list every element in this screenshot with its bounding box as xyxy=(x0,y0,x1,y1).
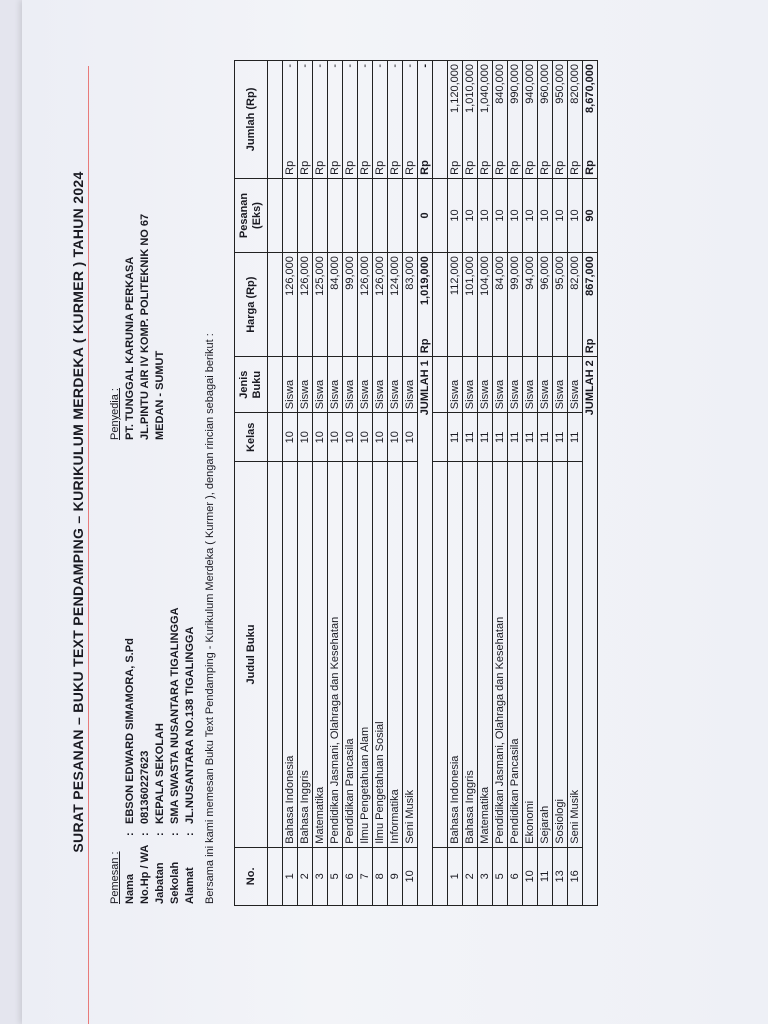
rotated-order-form xyxy=(22,0,768,1024)
spacer-cell xyxy=(268,847,283,905)
table-header-row xyxy=(235,61,268,906)
total-row xyxy=(418,61,433,906)
cell-jenis: Siswa xyxy=(463,357,478,413)
table-row xyxy=(388,61,403,906)
cell-judul: Pendidikan Pancasila xyxy=(343,462,358,847)
cell-no: 10 xyxy=(523,847,538,905)
pemesan-field xyxy=(123,607,138,904)
cell-no: 8 xyxy=(373,847,388,905)
pemesan-field-value: KEPALA SEKOLAH xyxy=(154,723,166,824)
cell-jumlah xyxy=(343,61,358,179)
table-row xyxy=(568,61,583,906)
cell-jumlah-value: 960,000 xyxy=(539,64,551,104)
cell-jenis: Siswa xyxy=(403,357,418,413)
cell-jumlah-value: - xyxy=(299,64,311,68)
pemesan-field-value: 081360227623 xyxy=(139,750,151,824)
cell-jenis: Siswa xyxy=(523,357,538,413)
table-row xyxy=(403,61,418,906)
cell-jumlah xyxy=(358,61,373,179)
cell-jumlah xyxy=(568,61,583,179)
pemesan-field xyxy=(168,607,183,904)
cell-jenis: Siswa xyxy=(478,357,493,413)
cell-no: 11 xyxy=(538,847,553,905)
pemesan-field-value: EBSON EDWARD SIMAMORA, S.Pd xyxy=(124,638,136,824)
cell-pesanan xyxy=(298,178,313,252)
header-pesanan-line1: Pesanan xyxy=(238,192,250,239)
penyedia-address-2: MEDAN - SUMUT xyxy=(154,350,166,440)
cell-harga xyxy=(568,253,583,357)
pemesan-field-label: Nama xyxy=(124,874,136,904)
pemesan-field-colon: : xyxy=(154,832,166,836)
cell-harga-value: 101,000 xyxy=(464,256,476,296)
cell-harga xyxy=(553,253,568,357)
cell-harga-value: 99,000 xyxy=(509,256,521,290)
cell-pesanan xyxy=(283,178,298,252)
total-label: JUMLAH 1 xyxy=(418,357,433,906)
cell-kelas: 11 xyxy=(568,413,583,462)
cell-pesanan xyxy=(388,178,403,252)
cell-no: 5 xyxy=(328,847,343,905)
cell-pesanan xyxy=(358,178,373,252)
table-row xyxy=(523,61,538,906)
table-row xyxy=(373,61,388,906)
cell-harga-value: 126,000 xyxy=(359,256,371,296)
cell-kelas: 11 xyxy=(448,413,463,462)
cell-jumlah-value: - xyxy=(389,64,401,68)
cell-judul: Ilmu Pengetahuan Sosial xyxy=(373,462,388,847)
cell-judul: Pendidikan Jasmani, Olahraga dan Kesehatan xyxy=(493,462,508,847)
table-row xyxy=(493,61,508,906)
cell-judul: Informatika xyxy=(388,462,403,847)
cell-pesanan: 10 xyxy=(478,178,493,252)
cell-jumlah-currency: Rp xyxy=(539,160,551,175)
cell-harga-value: 82,000 xyxy=(569,256,581,290)
cell-pesanan xyxy=(403,178,418,252)
cell-judul: Ilmu Pengetahuan Alam xyxy=(358,462,373,847)
spacer-cell xyxy=(268,253,283,357)
penyedia-name: PT. TUNGGAL KARUNIA PERKASA xyxy=(124,256,136,440)
spacer-cell xyxy=(433,413,448,462)
cell-jumlah-currency: Rp xyxy=(329,160,341,175)
cell-no: 6 xyxy=(508,847,523,905)
cell-jumlah-value: - xyxy=(329,64,341,68)
pemesan-field xyxy=(153,607,168,904)
cell-jenis: Siswa xyxy=(568,357,583,413)
cell-harga xyxy=(388,253,403,357)
cell-judul: Matematika xyxy=(478,462,493,847)
cell-jumlah xyxy=(448,61,463,179)
paper-sheet xyxy=(22,0,768,1024)
total-jumlah xyxy=(418,61,433,179)
header-pesanan-line2: (Eks) xyxy=(251,202,263,229)
header-judul: Judul Buku xyxy=(235,462,268,847)
cell-kelas: 10 xyxy=(358,413,373,462)
cell-judul: Bahasa Inggris xyxy=(463,462,478,847)
cell-jumlah xyxy=(403,61,418,179)
cell-no: 7 xyxy=(358,847,373,905)
cell-jenis: Siswa xyxy=(538,357,553,413)
cell-judul: Sejarah xyxy=(538,462,553,847)
cell-harga xyxy=(403,253,418,357)
spacer-cell xyxy=(268,178,283,252)
cell-harga-value: 84,000 xyxy=(329,256,341,290)
pemesan-field-colon: : xyxy=(124,832,136,836)
spacer-cell xyxy=(433,847,448,905)
table-row xyxy=(298,61,313,906)
cell-harga xyxy=(508,253,523,357)
cell-jumlah xyxy=(283,61,298,179)
cell-kelas: 10 xyxy=(343,413,358,462)
total-harga-currency: Rp xyxy=(419,338,431,354)
cell-harga-value: 94,000 xyxy=(524,256,536,290)
cell-jenis: Siswa xyxy=(448,357,463,413)
total-jumlah-value: 8,670,000 xyxy=(584,64,596,113)
cell-no: 1 xyxy=(448,847,463,905)
table-row xyxy=(448,61,463,906)
cell-judul: Seni Musik xyxy=(568,462,583,847)
cell-harga xyxy=(358,253,373,357)
cell-kelas: 11 xyxy=(538,413,553,462)
cell-jumlah-value: 940,000 xyxy=(524,64,536,104)
cell-jumlah-currency: Rp xyxy=(464,160,476,175)
pemesan-field-colon: : xyxy=(139,832,151,836)
pemesan-field xyxy=(138,607,153,904)
header-harga: Harga (Rp) xyxy=(235,253,268,357)
cell-jumlah-currency: Rp xyxy=(554,160,566,175)
cell-jumlah-value: - xyxy=(344,64,356,68)
cell-jumlah xyxy=(493,61,508,179)
cell-pesanan: 10 xyxy=(508,178,523,252)
cell-jumlah-currency: Rp xyxy=(389,160,401,175)
intro-text: Bersama ini kami memesan Buku Text Pendamping - Kurikulum Merdeka ( Kurmer ), dengan rincian sebagai berikut : xyxy=(204,333,216,904)
cell-jumlah-currency: Rp xyxy=(479,160,491,175)
total-jumlah xyxy=(583,61,598,179)
cell-jumlah-value: - xyxy=(374,64,386,68)
total-row xyxy=(583,61,598,906)
cell-jumlah-currency: Rp xyxy=(344,160,356,175)
cell-jumlah-currency: Rp xyxy=(374,160,386,175)
total-harga xyxy=(418,253,433,357)
cell-harga xyxy=(463,253,478,357)
pemesan-block xyxy=(108,607,198,904)
cell-kelas: 10 xyxy=(388,413,403,462)
spacer-cell xyxy=(268,61,283,179)
cell-jumlah-value: 950,000 xyxy=(554,64,566,104)
cell-harga-value: 112,000 xyxy=(449,256,461,296)
cell-pesanan: 10 xyxy=(448,178,463,252)
penyedia-heading: Penyedia : xyxy=(109,388,121,440)
cell-jumlah-value: 820,000 xyxy=(569,64,581,104)
pemesan-field-colon: : xyxy=(169,832,181,836)
cell-kelas: 11 xyxy=(523,413,538,462)
spacer-row xyxy=(268,61,283,906)
cell-jumlah xyxy=(538,61,553,179)
cell-jumlah-value: 1,010,000 xyxy=(464,64,476,113)
cell-jenis: Siswa xyxy=(358,357,373,413)
cell-kelas: 10 xyxy=(373,413,388,462)
cell-pesanan xyxy=(328,178,343,252)
margin-rule xyxy=(88,66,89,1024)
cell-harga-value: 84,000 xyxy=(494,256,506,290)
cell-jumlah-currency: Rp xyxy=(494,160,506,175)
spacer-row xyxy=(433,61,448,906)
spacer-cell xyxy=(268,357,283,413)
cell-jenis: Siswa xyxy=(493,357,508,413)
cell-kelas: 11 xyxy=(493,413,508,462)
cell-harga-value: 126,000 xyxy=(284,256,296,296)
cell-harga xyxy=(448,253,463,357)
cell-harga-value: 124,000 xyxy=(389,256,401,296)
table-row xyxy=(358,61,373,906)
cell-jumlah-value: 840,000 xyxy=(494,64,506,104)
cell-harga xyxy=(493,253,508,357)
penyedia-block xyxy=(108,214,168,440)
pemesan-field-label: No.Hp / WA xyxy=(139,844,151,904)
cell-jenis: Siswa xyxy=(343,357,358,413)
cell-jumlah-value: 1,040,000 xyxy=(479,64,491,113)
cell-harga xyxy=(328,253,343,357)
cell-judul: Ekonomi xyxy=(523,462,538,847)
cell-harga xyxy=(283,253,298,357)
table-row xyxy=(553,61,568,906)
cell-jumlah-currency: Rp xyxy=(284,160,296,175)
cell-pesanan xyxy=(343,178,358,252)
cell-pesanan: 10 xyxy=(493,178,508,252)
cell-kelas: 11 xyxy=(478,413,493,462)
cell-judul: Seni Musik xyxy=(403,462,418,847)
total-harga xyxy=(583,253,598,357)
cell-pesanan: 10 xyxy=(538,178,553,252)
cell-no: 2 xyxy=(298,847,313,905)
cell-harga-value: 126,000 xyxy=(299,256,311,296)
header-jenis xyxy=(235,357,268,413)
cell-pesanan: 10 xyxy=(523,178,538,252)
pemesan-fields xyxy=(123,607,198,904)
header-jenis-line2: Buku xyxy=(251,370,263,399)
table-row xyxy=(343,61,358,906)
cell-no: 3 xyxy=(478,847,493,905)
cell-jumlah-value: - xyxy=(404,64,416,68)
cell-harga xyxy=(523,253,538,357)
cell-harga-value: 96,000 xyxy=(539,256,551,290)
cell-jumlah-value: 1,120,000 xyxy=(449,64,461,113)
pemesan-field-label: Sekolah xyxy=(169,861,181,904)
cell-pesanan xyxy=(313,178,328,252)
total-harga-value: 867,000 xyxy=(584,256,596,296)
total-harga-value: 1,019,000 xyxy=(419,256,431,306)
pemesan-field xyxy=(183,607,198,904)
cell-jumlah-currency: Rp xyxy=(509,160,521,175)
cell-kelas: 10 xyxy=(283,413,298,462)
spacer-cell xyxy=(268,462,283,847)
total-jumlah-value: - xyxy=(419,64,431,68)
header-pesanan xyxy=(235,178,268,252)
cell-harga-value: 126,000 xyxy=(374,256,386,296)
cell-jumlah-value: 990,000 xyxy=(509,64,521,104)
pemesan-field-label: Alamat xyxy=(184,867,196,904)
cell-harga xyxy=(373,253,388,357)
cell-judul: Sosiologi xyxy=(553,462,568,847)
spacer-cell xyxy=(433,357,448,413)
cell-no: 5 xyxy=(493,847,508,905)
header-jenis-line1: Jenis xyxy=(238,370,250,399)
cell-judul: Bahasa Inggris xyxy=(298,462,313,847)
cell-jumlah xyxy=(313,61,328,179)
cell-kelas: 10 xyxy=(313,413,328,462)
cell-harga xyxy=(538,253,553,357)
page-title: SURAT PESANAN – BUKU TEXT PENDAMPING – KURIKULUM MERDEKA ( KURMER ) TAHUN 2024 xyxy=(70,171,86,853)
cell-kelas: 11 xyxy=(463,413,478,462)
cell-jenis: Siswa xyxy=(328,357,343,413)
cell-pesanan xyxy=(373,178,388,252)
pemesan-field-value: JL.NUSANTARA NO.138 TIGALINGGA xyxy=(184,626,196,824)
cell-jumlah-value: - xyxy=(284,64,296,68)
cell-pesanan: 10 xyxy=(463,178,478,252)
cell-harga-value: 104,000 xyxy=(479,256,491,296)
cell-jumlah-value: - xyxy=(314,64,326,68)
cell-judul: Matematika xyxy=(313,462,328,847)
cell-kelas: 11 xyxy=(508,413,523,462)
cell-jumlah-currency: Rp xyxy=(299,160,311,175)
cell-jenis: Siswa xyxy=(388,357,403,413)
table-row xyxy=(508,61,523,906)
cell-no: 2 xyxy=(463,847,478,905)
pemesan-field-colon: : xyxy=(184,832,196,836)
cell-jumlah xyxy=(478,61,493,179)
cell-harga xyxy=(343,253,358,357)
cell-harga xyxy=(313,253,328,357)
cell-harga-value: 125,000 xyxy=(314,256,326,296)
spacer-cell xyxy=(433,178,448,252)
table-row xyxy=(478,61,493,906)
cell-jumlah-value: - xyxy=(359,64,371,68)
cell-jumlah xyxy=(553,61,568,179)
cell-jumlah-currency: Rp xyxy=(569,160,581,175)
cell-judul: Pendidikan Pancasila xyxy=(508,462,523,847)
cell-jumlah xyxy=(388,61,403,179)
spacer-cell xyxy=(268,413,283,462)
cell-jenis: Siswa xyxy=(373,357,388,413)
cell-jumlah xyxy=(373,61,388,179)
cell-jumlah-currency: Rp xyxy=(314,160,326,175)
total-jumlah-currency: Rp xyxy=(584,160,596,175)
cell-no: 1 xyxy=(283,847,298,905)
table-row xyxy=(283,61,298,906)
cell-jumlah-currency: Rp xyxy=(359,160,371,175)
cell-no: 3 xyxy=(313,847,328,905)
table-row xyxy=(538,61,553,906)
cell-jumlah xyxy=(298,61,313,179)
order-table xyxy=(234,60,598,906)
cell-judul: Pendidikan Jasmani, Olahraga dan Kesehatan xyxy=(328,462,343,847)
pemesan-field-label: Jabatan xyxy=(154,862,166,904)
cell-harga-value: 83,000 xyxy=(404,256,416,290)
table-row xyxy=(328,61,343,906)
cell-jenis: Siswa xyxy=(553,357,568,413)
cell-harga xyxy=(478,253,493,357)
cell-kelas: 10 xyxy=(328,413,343,462)
spacer-cell xyxy=(433,61,448,179)
cell-no: 13 xyxy=(553,847,568,905)
cell-no: 10 xyxy=(403,847,418,905)
cell-jenis: Siswa xyxy=(313,357,328,413)
header-jumlah: Jumlah (Rp) xyxy=(235,61,268,179)
cell-jumlah xyxy=(508,61,523,179)
total-pesanan: 90 xyxy=(583,178,598,252)
cell-pesanan: 10 xyxy=(568,178,583,252)
cell-jenis: Siswa xyxy=(283,357,298,413)
cell-jumlah-currency: Rp xyxy=(524,160,536,175)
spacer-cell xyxy=(433,253,448,357)
cell-judul: Bahasa Indonesia xyxy=(448,462,463,847)
cell-jumlah-currency: Rp xyxy=(449,160,461,175)
cell-jumlah xyxy=(328,61,343,179)
header-no: No. xyxy=(235,847,268,905)
table-row xyxy=(313,61,328,906)
cell-no: 6 xyxy=(343,847,358,905)
cell-no: 16 xyxy=(568,847,583,905)
cell-harga-value: 99,000 xyxy=(344,256,356,290)
cell-jenis: Siswa xyxy=(508,357,523,413)
table-row xyxy=(463,61,478,906)
pemesan-heading: Pemesan : xyxy=(109,851,121,904)
cell-kelas: 10 xyxy=(403,413,418,462)
pemesan-field-value: SMA SWASTA NUSANTARA TIGALINGGA xyxy=(169,607,181,824)
spacer-cell xyxy=(433,462,448,847)
header-kelas: Kelas xyxy=(235,413,268,462)
total-jumlah-currency: Rp xyxy=(419,160,431,175)
total-harga-currency: Rp xyxy=(584,338,596,354)
cell-kelas: 11 xyxy=(553,413,568,462)
total-label: JUMLAH 2 xyxy=(583,357,598,906)
cell-harga-value: 95,000 xyxy=(554,256,566,290)
cell-no: 9 xyxy=(388,847,403,905)
cell-jenis: Siswa xyxy=(298,357,313,413)
cell-pesanan: 10 xyxy=(553,178,568,252)
cell-jumlah xyxy=(463,61,478,179)
cell-harga xyxy=(298,253,313,357)
cell-jumlah-currency: Rp xyxy=(404,160,416,175)
cell-kelas: 10 xyxy=(298,413,313,462)
cell-jumlah xyxy=(523,61,538,179)
total-pesanan: 0 xyxy=(418,178,433,252)
cell-judul: Bahasa Indonesia xyxy=(283,462,298,847)
penyedia-address-1: JL.PINTU AIR IV KOMP. POLITEKNIK NO 67 xyxy=(139,213,151,440)
